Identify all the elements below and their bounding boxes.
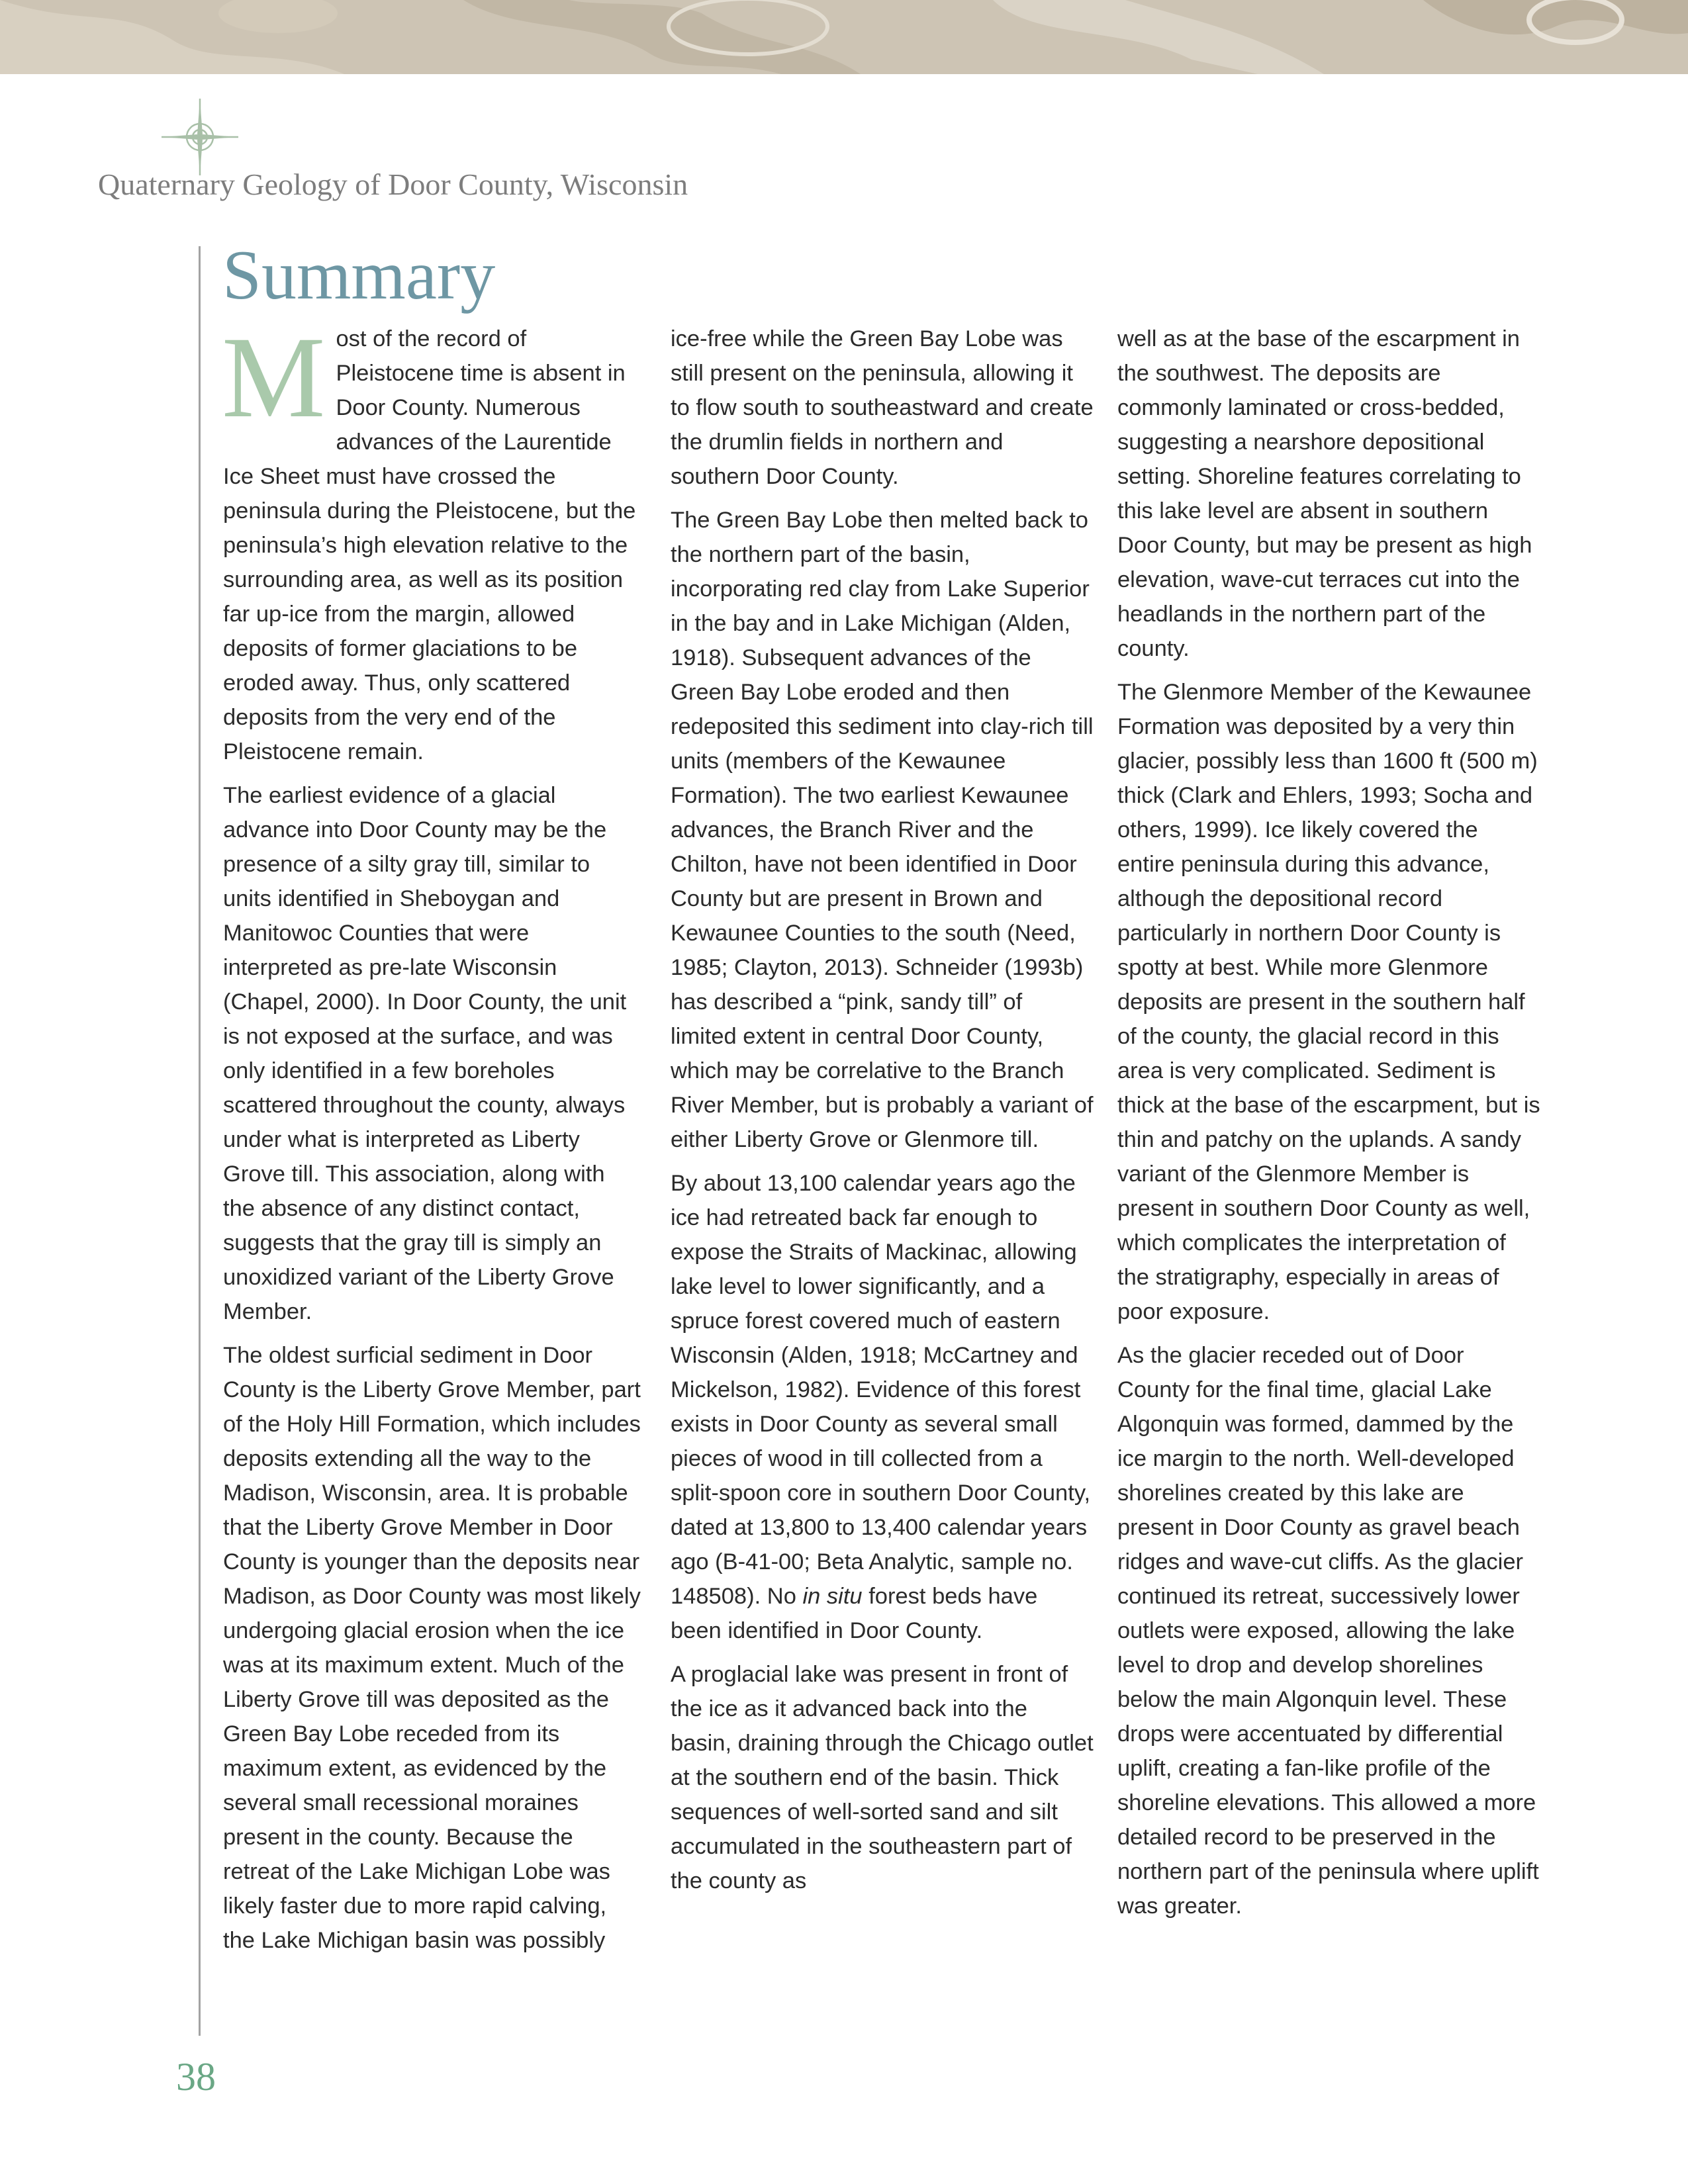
page-number: 38 — [176, 2055, 216, 2099]
text-column-3 — [1117, 322, 1541, 1933]
section-title: Summary — [222, 236, 496, 314]
drop-cap: M — [222, 313, 326, 442]
paragraph: The oldest surficial sediment in Door County is the Liberty Grove Member, part of the Holy Hill Formation, which includes deposits extending all the way to the Madison, Wisconsin, area. It is probable that the Liberty Grove Member in Door County is younger than the deposits near Madison, as Door County was most likely undergoing glacial erosion when the ice was at its maximum extent. Much of the Liberty Grove till was deposited as the Green Bay Lobe receded from its maximum extent, as evidenced by the several small recessional moraines present in the county. Because the retreat of the Lake Michigan Lobe was likely faster due to more rapid calving, the Lake Michigan basin was possibly — [223, 1343, 641, 1953]
paragraph-text: By about 13,100 calendar years ago the ice had retreated back far enough to expose the Straits of Mackinac, allowing lake level to lower significantly, and a spruce forest covered much of eastern Wisconsin (Alden, 1918; McCartney and Mickelson, 1982). Evidence of this forest exists in Door County as several small pieces of wood in till collected from a split-spoon core in southern Door County, dated at 13,800 to 13,400 calendar years ago (B-41-00; Beta Analytic, sample no. 148508). No — [671, 1171, 1091, 1609]
italic-term: in situ — [802, 1584, 863, 1609]
paragraph-text: forest beds have been identified in Door County. — [671, 1584, 1038, 1643]
paragraph-text: ost of the record of Pleistocene time is absent in Door County. Numerous advances of the Laurentide Ice Sheet must have crossed the peninsula during the Pleistocene, but the peninsula’s high elevation relative to the surrounding area, as well as its position far up-ice from the margin, allowed deposits of former glaciations to be eroded away. Thus, only scattered deposits from the very end of the Pleistocene remain. — [223, 326, 636, 764]
text-column-1 — [222, 313, 641, 1967]
text-column-2 — [671, 322, 1094, 1907]
top-decorative-band — [0, 0, 1688, 74]
paragraph: The earliest evidence of a glacial advance into Door County may be the presence of a silty gray till, similar to units identified in Sheboygan and Manitowoc Counties that were interpreted as pre-late Wisconsin (Chapel, 2000). In Door County, the unit is not exposed at the surface, and was only identified in a few boreholes scattered throughout the county, always under what is interpreted as Liberty Grove till. This association, along with the absence of any distinct contact, suggests that the gray till is simply an unoxidized variant of the Liberty Grove Member. — [223, 783, 627, 1324]
compass-rose-icon — [159, 96, 241, 178]
paragraph: A proglacial lake was present in front of the ice as it advanced back into the basin, draining through the Chicago outlet at the southern end of the basin. Thick sequences of well-sorted sand and silt accumulated in the southeastern part of the county as — [671, 1662, 1094, 1893]
paragraph: The Green Bay Lobe then melted back to the northern part of the basin, incorporating red clay from Lake Superior in the bay and in Lake Michigan (Alden, 1918). Subsequent advances of the Green Bay Lobe eroded and then redeposited this sediment into clay-rich till units (members of the Kewaunee Formation). The two earliest Kewaunee advances, the Branch River and the Chilton, have not been identified in Door County but are present in Brown and Kewaunee Counties to the south (Need, 1985; Clayton, 2013). Schneider (1993b) has described a “pink, sandy till” of limited extent in central Door County, which may be correlative to the Branch River Member, but is probably a variant of either Liberty Grove or Glenmore till. — [671, 508, 1094, 1152]
paragraph: The Glenmore Member of the Kewaunee Formation was deposited by a very thin glacier, possibly less than 1600 ft (500 m) thick (Clark and Ehlers, 1993; Socha and others, 1999). Ice likely covered the entire peninsula during this advance, although the depositional record particularly in northern Door County is spotty at best. While more Glenmore deposits are present in the southern half of the county, the glacial record in this area is very complicated. Sediment is thick at the base of the escarpment, but is thin and patchy on the uplands. A sandy variant of the Glenmore Member is present in southern Door County as well, which complicates the interpretation of the stratigraphy, especially in areas of poor exposure. — [1117, 680, 1540, 1324]
paragraph — [671, 1166, 1094, 1648]
paragraph: As the glacier receded out of Door County for the final time, glacial Lake Algonquin was formed, dammed by the ice margin to the north. Well-developed shorelines created by this lake are present in Door County as gravel beach ridges and wave-cut cliffs. As the glacier continued its retreat, successively lower outlets were exposed, allowing the lake level to drop and develop shorelines below the main Algonquin level. These drops were accentuated by differential uplift, creating a fan-like profile of the shoreline elevations. This allowed a more detailed record to be preserved in the northern part of the peninsula where uplift was greater. — [1117, 1343, 1539, 1919]
paragraph: ice-free while the Green Bay Lobe was still present on the peninsula, allowing it to flow south to southeastward and create the drumlin fields in northern and southern Door County. — [671, 326, 1094, 489]
paragraph: well as at the base of the escarpment in the southwest. The deposits are commonly laminated or cross-bedded, suggesting a nearshore depositional setting. Shoreline features correlating to this lake level are absent in southern Door County, but may be present as high elevation, wave-cut terraces cut into the headlands in the northern part of the county. — [1117, 326, 1532, 661]
paragraph — [222, 313, 641, 769]
running-head-title: Quaternary Geology of Door County, Wisconsin — [98, 167, 688, 201]
topographic-pattern — [0, 0, 1688, 74]
left-vertical-rule — [199, 246, 201, 2036]
